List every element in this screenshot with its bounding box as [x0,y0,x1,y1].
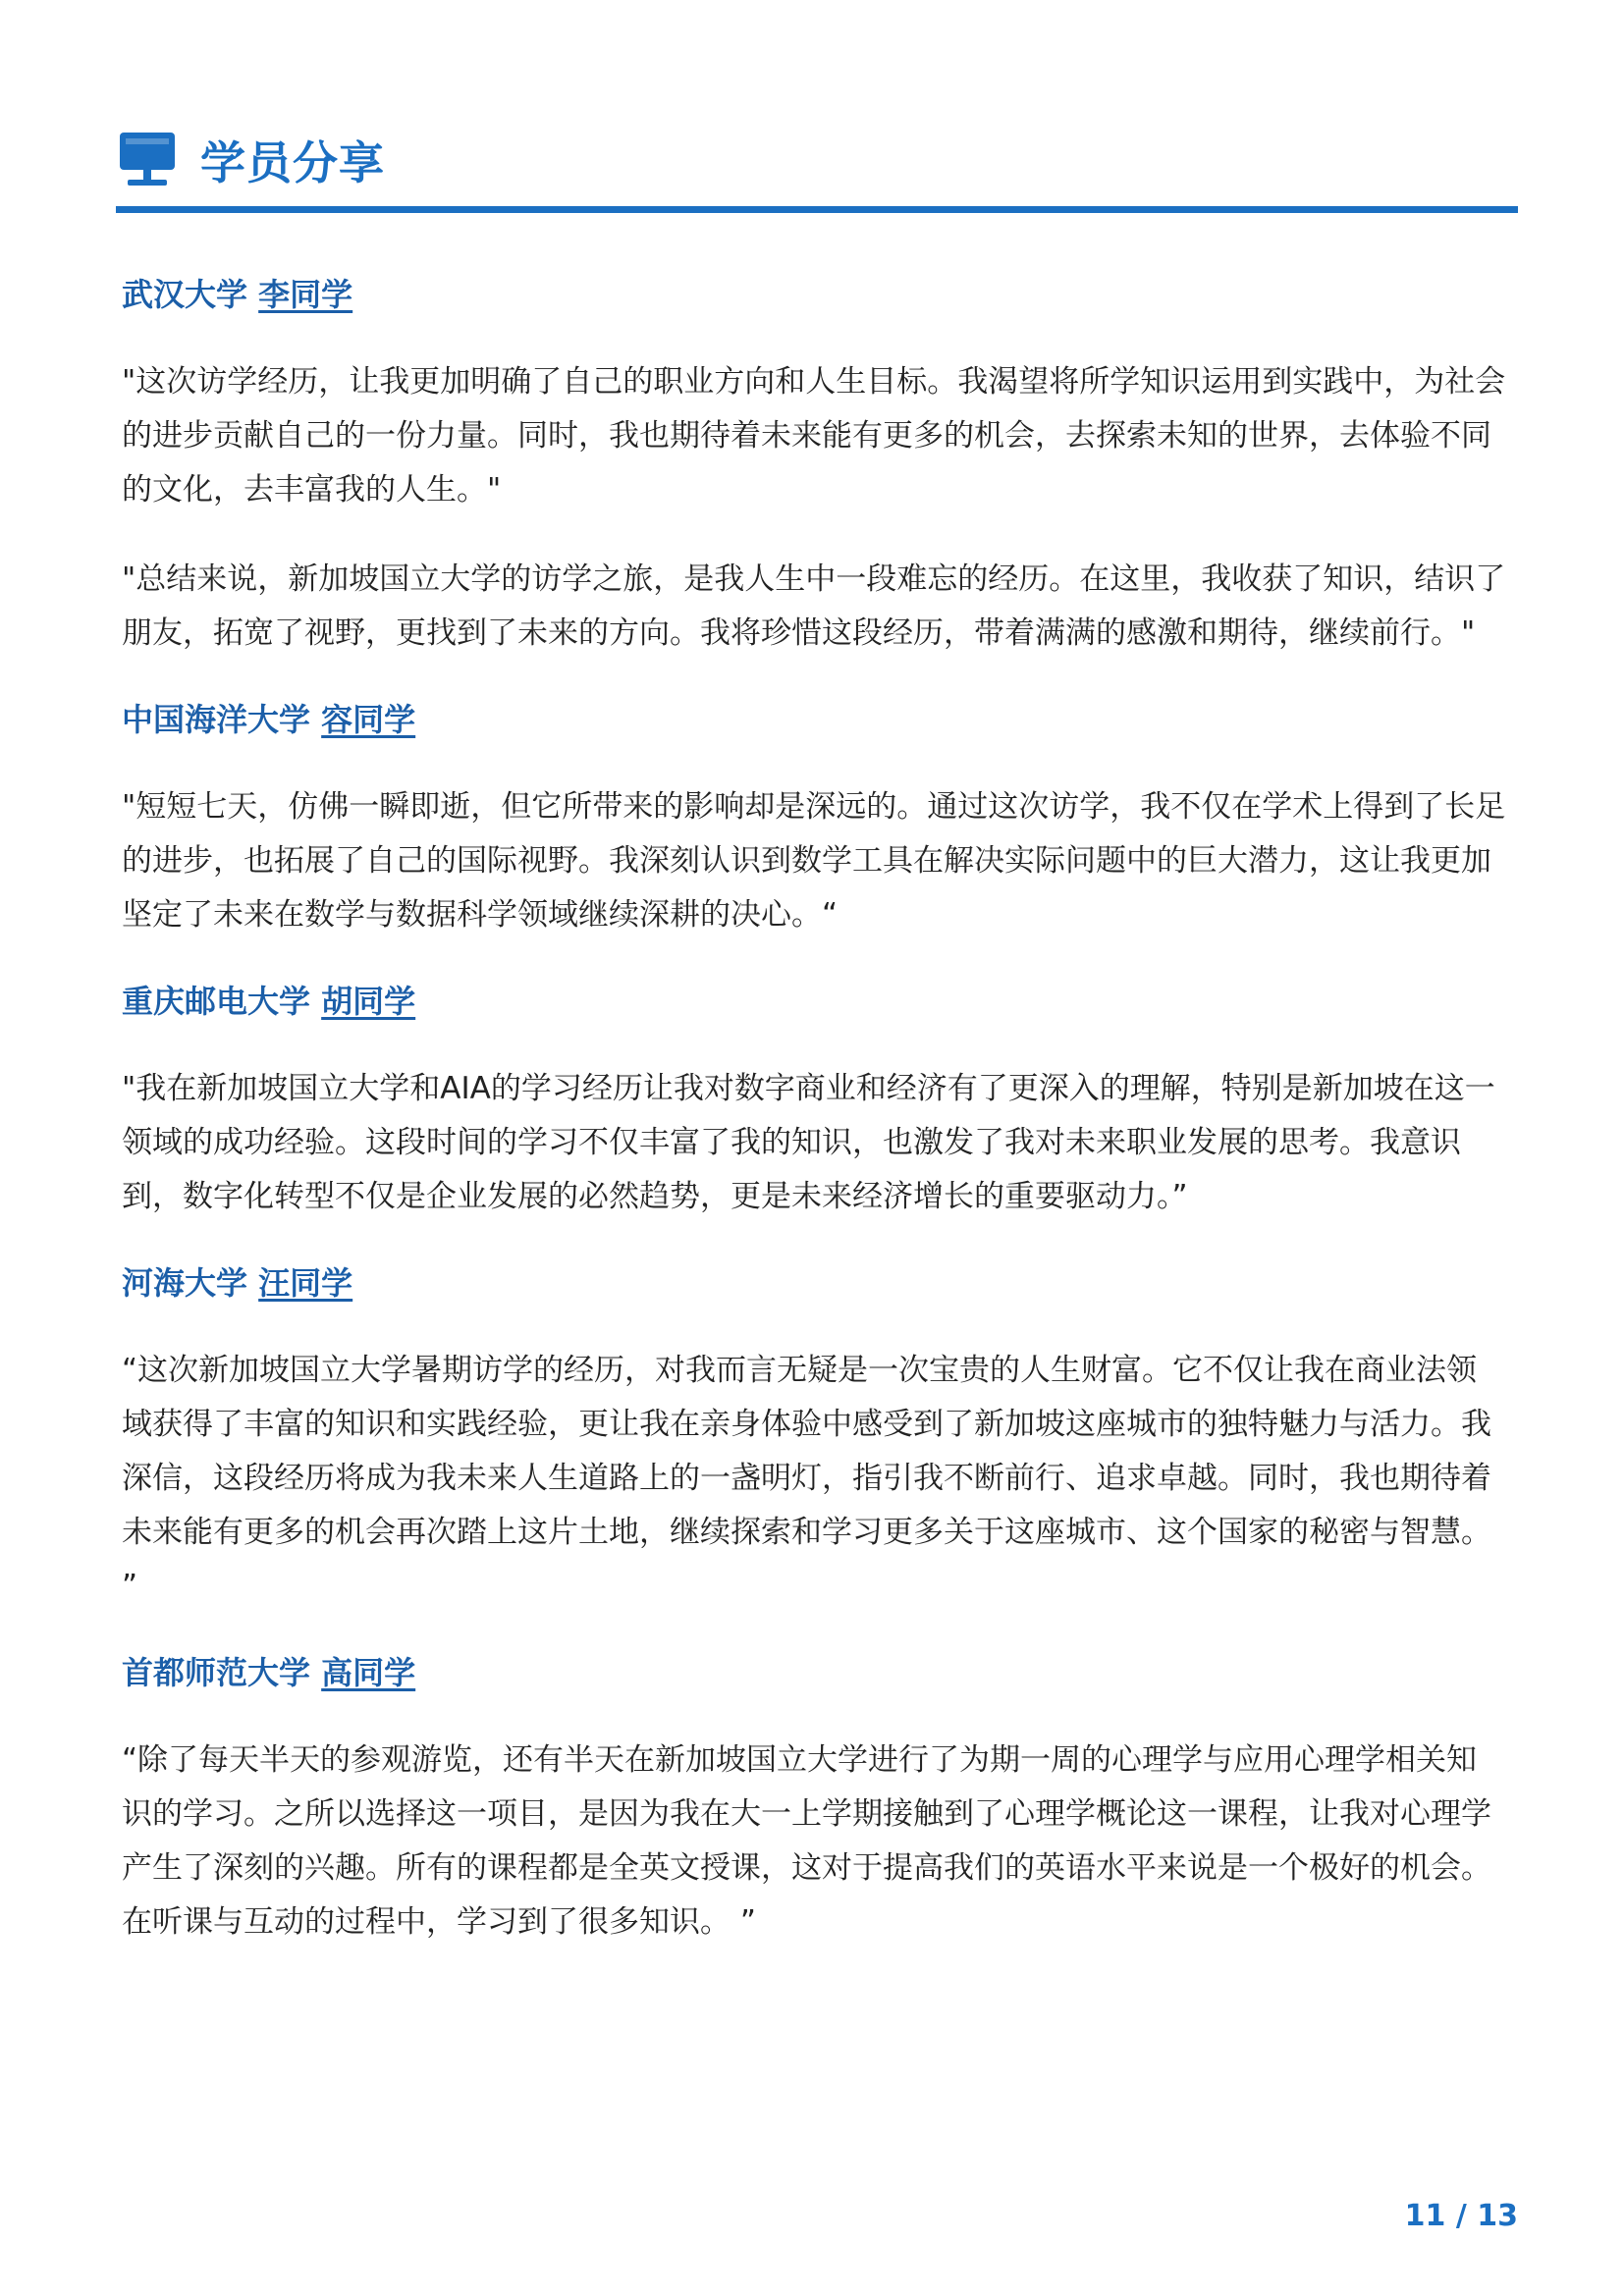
student-name: 胡同学 [321,983,416,1020]
student-heading [122,978,1516,1025]
student-heading [122,1649,1516,1696]
quote-text: "总结来说，新加坡国立大学的访学之旅，是我人生中一段难忘的经历。在这里，我收获了知识，结识了朋友，拓宽了视野，更找到了未来的方向。我将珍惜这段经历，带着满满的感激和期待，继续前行。" [122,561,1506,651]
quote-text: “这次新加坡国立大学暑期访学的经历，对我而言无疑是一次宝贵的人生财富。它不仅让我在商业法领域获得了丰富的知识和实践经验，更让我在亲身体验中感受到了新加坡这座城市的独特魅力与活力。我深信，这段经历将成为我未来人生道路上的一盏明灯，指引我不断前行、追求卓越。同时，我也期待着未来能有更多的机会再次踏上这片土地，继续探索和学习更多关于这座城市、这个国家的秘密与智慧。 ” [122,1353,1491,1604]
page-header [116,128,385,192]
page-number: 11 / 13 [1404,2199,1518,2233]
school-name: 首都师范大学 [122,1654,311,1691]
student-name: 汪同学 [258,1264,353,1302]
testimonial-entry [122,696,1516,942]
monitor-icon [116,131,179,189]
quote-text: "短短七天，仿佛一瞬即逝，但它所带来的影响却是深远的。通过这次访学，我不仅在学术上得到了长足的进步，也拓展了自己的国际视野。我深刻认识到数学工具在解决实际问题中的巨大潜力，这让我更加坚定了未来在数学与数据科学领域继续深耕的决心。“ [122,789,1506,933]
student-heading [122,696,1516,743]
testimonial-entry [122,271,1516,661]
page-title: 学员分享 [200,136,385,189]
student-name: 容同学 [321,701,416,738]
quote-text: “除了每天半天的参观游览，还有半天在新加坡国立大学进行了为期一周的心理学与应用心理学相关知识的学习。之所以选择这一项目，是因为我在大一上学期接触到了心理学概论这一课程，让我对心理学产生了深刻的兴趣。所有的课程都是全英文授课，这对于提高我们的英语水平来说是一个极好的机会。在听课与互动的过程中，学习到了很多知识。 ” [122,1742,1491,1940]
school-name: 武汉大学 [122,276,248,313]
quote-text: "这次访学经历，让我更加明确了自己的职业方向和人生目标。我渴望将所学知识运用到实践中，为社会的进步贡献自己的一份力量。同时，我也期待着未来能有更多的机会，去探索未知的世界，去体验不同的文化，去丰富我的人生。" [122,364,1506,507]
testimonial-entry [122,1259,1516,1614]
testimonial-list [122,271,1516,1985]
testimonial-entry [122,978,1516,1224]
school-name: 河海大学 [122,1264,248,1302]
quote-text: "我在新加坡国立大学和AIA的学习经历让我对数字商业和经济有了更深入的理解，特别是新加坡在这一领域的成功经验。这段时间的学习不仅丰富了我的知识，也激发了我对未来职业发展的思考。我意识到，数字化转型不仅是企业发展的必然趋势，更是未来经济增长的重要驱动力。” [122,1071,1495,1214]
student-name: 李同学 [258,276,353,313]
header-divider [116,206,1518,213]
student-heading [122,1259,1516,1307]
school-name: 中国海洋大学 [122,701,311,738]
student-name: 高同学 [321,1654,416,1691]
testimonial-entry [122,1649,1516,1949]
school-name: 重庆邮电大学 [122,983,311,1020]
student-heading [122,271,1516,318]
